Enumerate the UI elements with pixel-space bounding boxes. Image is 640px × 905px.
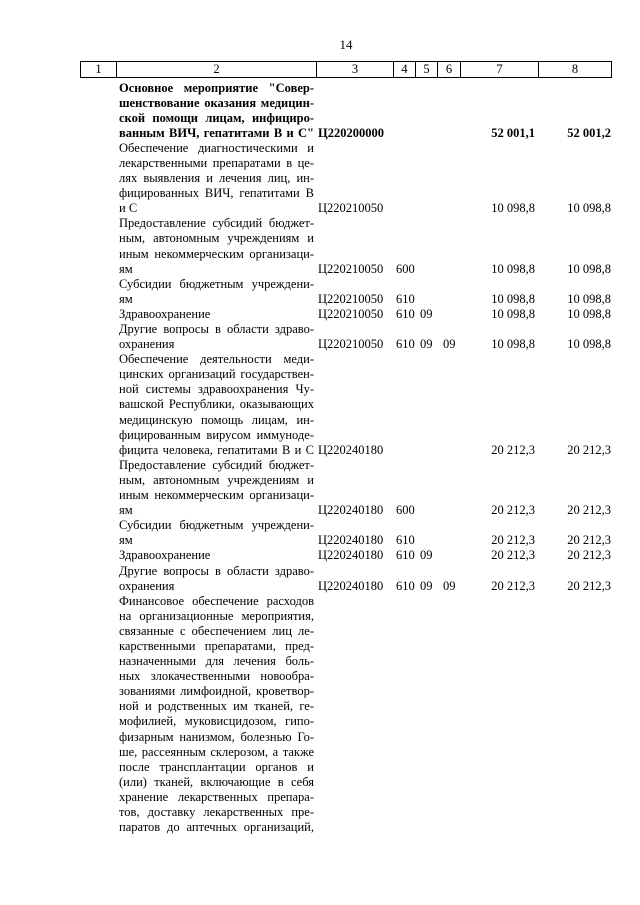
description-line: ной системы здравоохранения Чу- [119,382,314,397]
description-line: Здравоохранение [119,306,211,321]
table-row [80,594,612,836]
code-cell: Ц220240180 [318,578,384,593]
code-cell: Ц220210050 [318,201,384,216]
amount-col-8-cell: 10 098,8 [567,337,611,352]
amount-col-7-cell: 20 212,3 [491,578,535,593]
amount-col-8-cell: 20 212,3 [567,503,611,518]
description-line: на организационные мероприятия, [119,608,314,623]
page-number: 14 [339,37,353,52]
code-cell: Ц220240180 [318,533,384,548]
description-cell [116,322,316,352]
description-line: (или) тканей, включающие в себя [119,774,314,789]
table-row [80,277,612,307]
description-line: карственными препаратами, пред- [119,638,314,653]
description-cell [116,458,316,518]
description-line: тов, доставку лекарственных пре- [119,805,314,819]
header-col-8: 8 [538,62,612,77]
description-line: ным, автономным учреждениям и [119,472,314,487]
code-cell: Ц220200000 [318,125,384,140]
code-cell: Ц220240180 [318,442,384,457]
amount-col-8-cell: 20 212,3 [567,548,611,563]
header-col-4: 4 [393,62,415,77]
description-cell [116,81,316,141]
expense-type-cell: 600 [396,261,415,276]
description-line: Обеспечение деятельности меди- [119,352,314,367]
description-line: Обеспечение диагностическими и [119,140,314,155]
description-line: Здравоохранение [119,548,211,563]
amount-col-7-cell: 20 212,3 [491,548,535,563]
amount-col-7-cell: 52 001,1 [491,125,535,140]
description-line: ям [119,261,133,276]
description-line: после трансплантации органов и [119,759,314,774]
description-cell [116,352,316,458]
description-line: ше, рассеянным склерозом, а также [119,744,314,759]
expense-type-cell: 610 [396,533,415,548]
header-col-7: 7 [460,62,538,77]
table-row [80,141,612,216]
section-cell: 09 [420,578,433,593]
description-line: лях выявления и лечения лиц, ин- [119,171,314,186]
description-line: охранения [119,337,175,352]
subsection-cell: 09 [443,578,456,593]
description-line: назначенными для лечения боль- [119,654,314,669]
description-cell [116,564,316,594]
description-line: фицированных ВИЧ, гепатитами В [119,186,314,201]
description-line: ным, автономным учреждениям и [119,231,314,246]
description-line: ям [119,533,133,548]
subsection-cell: 09 [443,337,456,352]
description-cell [116,548,316,563]
expense-type-cell: 610 [396,578,415,593]
table-row [80,307,612,322]
amount-col-8-cell: 20 212,3 [567,442,611,457]
description-cell [116,216,316,276]
section-cell: 09 [420,548,433,563]
description-line: связанные с обеспечением лиц ле- [119,623,314,638]
description-line: Основное мероприятие "Совер- [119,80,314,95]
description-line: ям [119,503,133,518]
amount-col-7-cell: 10 098,8 [491,201,535,216]
table-row [80,458,612,518]
table-row [80,81,612,141]
description-line: охранения [119,578,175,593]
expense-type-cell: 600 [396,503,415,518]
header-col-6: 6 [437,62,460,77]
description-line: цинских организаций государствен- [119,367,314,382]
description-line: медицинскую помощь лицам, ин- [119,412,314,427]
expense-type-cell: 610 [396,291,415,306]
table-row [80,518,612,548]
amount-col-7-cell: 10 098,8 [491,337,535,352]
table-row [80,564,612,594]
code-cell: Ц220210050 [318,261,384,276]
description-line: хранение лекарственных препара- [119,789,314,804]
amount-col-8-cell: 10 098,8 [567,291,611,306]
description-cell [116,594,316,836]
table-header-row [80,61,612,78]
description-cell [116,277,316,307]
description-line: Субсидии бюджетным учреждени- [119,276,314,291]
budget-table [80,61,612,835]
description-line: ных злокачественными новообра- [119,669,314,684]
description-line: паратов до аптечных организаций, [119,820,314,835]
description-line: вашской Республики, оказывающих [119,397,314,412]
description-line: фицита человека, гепатитами В и С [119,442,314,457]
description-line: иным некоммерческим организаци- [119,488,314,503]
description-line: физарным нанизмом, болезнью Го- [119,729,314,744]
description-line: Предоставление субсидий бюджет- [119,216,314,231]
description-cell [116,518,316,548]
amount-col-8-cell: 20 212,3 [567,533,611,548]
description-line: Другие вопросы в области здраво- [119,563,314,578]
table-row [80,322,612,352]
code-cell: Ц220240180 [318,503,384,518]
expense-type-cell: 610 [396,337,415,352]
amount-col-7-cell: 20 212,3 [491,533,535,548]
amount-col-7-cell: 10 098,8 [491,261,535,276]
description-line: ной и родственных им тканей, ге- [119,699,314,714]
table-row [80,352,612,458]
table-row [80,548,612,563]
amount-col-7-cell: 20 212,3 [491,503,535,518]
description-line: ской помощи лицам, инфициро- [119,110,314,125]
description-line: и С [119,201,138,216]
description-line: Предоставление субсидий бюджет- [119,457,314,472]
description-line: ванным ВИЧ, гепатитами В и С" [119,125,314,140]
code-cell: Ц220210050 [318,306,384,321]
amount-col-8-cell: 10 098,8 [567,261,611,276]
amount-col-7-cell: 10 098,8 [491,306,535,321]
code-cell: Ц220210050 [318,337,384,352]
description-line: Другие вопросы в области здраво- [119,322,314,336]
table-body [80,78,612,835]
header-col-2: 2 [116,62,316,77]
description-line: Финансовое обеспечение расходов [119,593,314,608]
description-line: шенствование оказания медицин- [119,95,314,110]
header-col-5: 5 [415,62,437,77]
amount-col-8-cell: 20 212,3 [567,578,611,593]
section-cell: 09 [420,337,433,352]
amount-col-8-cell: 10 098,8 [567,306,611,321]
header-col-3: 3 [316,62,393,77]
expense-type-cell: 610 [396,306,415,321]
description-line: мофилией, муковисцидозом, гипо- [119,714,314,729]
code-cell: Ц220210050 [318,291,384,306]
expense-type-cell: 610 [396,548,415,563]
description-line: иным некоммерческим организаци- [119,246,314,261]
amount-col-7-cell: 10 098,8 [491,291,535,306]
description-cell [116,307,316,322]
table-row [80,216,612,276]
description-line: ям [119,291,133,306]
amount-col-7-cell: 20 212,3 [491,442,535,457]
amount-col-8-cell: 52 001,2 [567,125,611,140]
description-line: фицированным вирусом иммуноде- [119,427,314,442]
description-cell [116,141,316,216]
description-line: лекарственными препаратами в це- [119,155,314,170]
amount-col-8-cell: 10 098,8 [567,201,611,216]
header-col-1: 1 [80,62,116,77]
description-line: зованиями лимфоидной, кроветвор- [119,684,314,699]
code-cell: Ц220240180 [318,548,384,563]
description-line: Субсидии бюджетным учреждени- [119,518,314,533]
section-cell: 09 [420,306,433,321]
